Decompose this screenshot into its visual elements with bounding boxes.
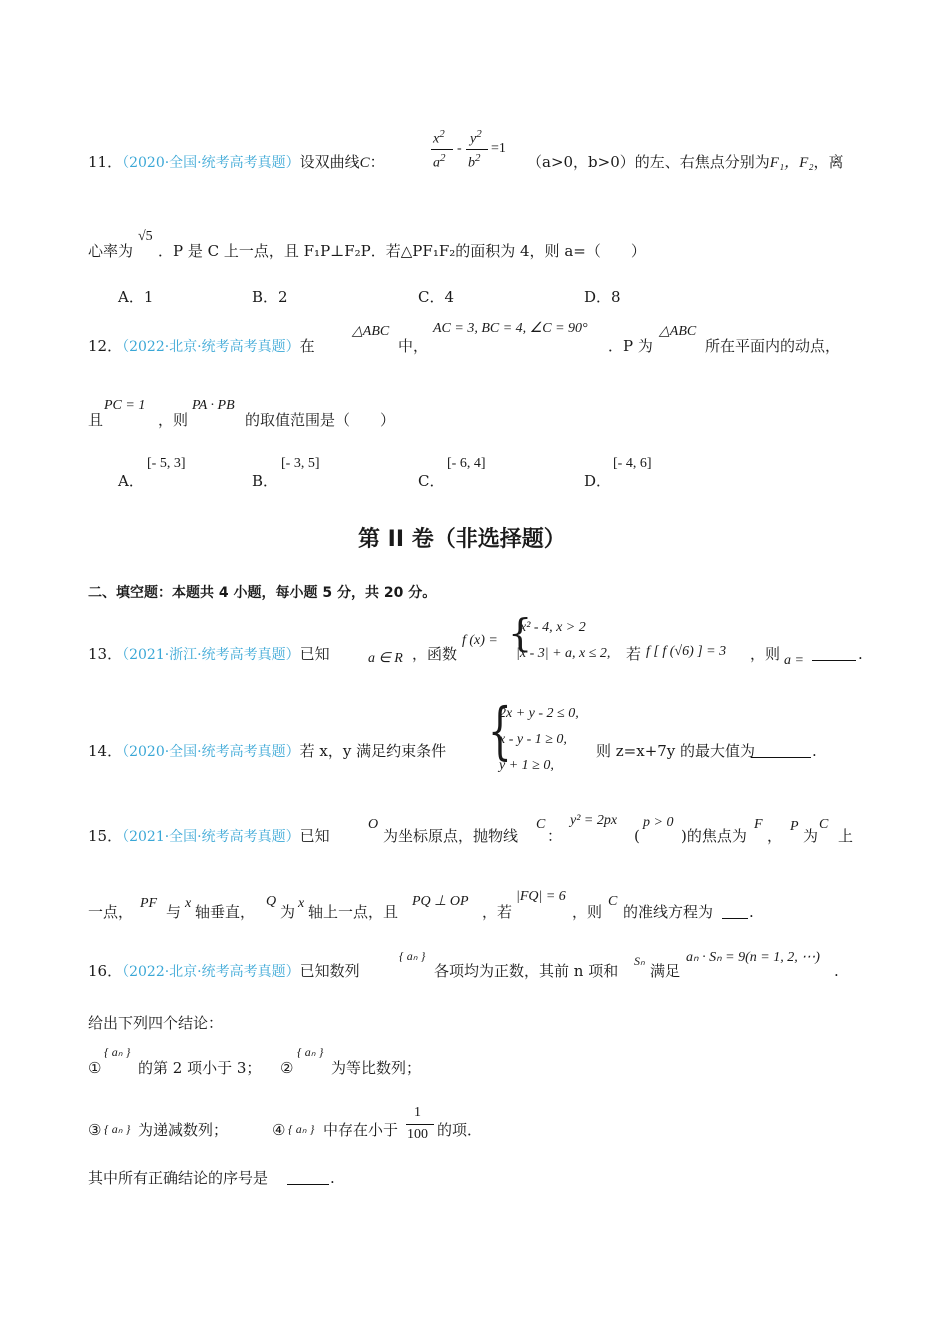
q15-perp: PQ ⊥ OP <box>412 894 469 909</box>
q15-yuandian: 为坐标原点，抛物线 <box>383 827 519 845</box>
q11-condition: （a>0，b>0）的左、右焦点分别为F₁，F₂，离 <box>527 153 844 171</box>
q15-source: （2021·全国·统考高考真题） <box>122 829 300 845</box>
q16-c3-text: 为递减数列； <box>138 1121 229 1139</box>
q15-wei: 为 <box>803 827 819 845</box>
q15-f: F <box>754 817 763 832</box>
q15-c: C <box>536 817 546 832</box>
q12-source: （2022·北京·统考高考真题） <box>122 339 300 355</box>
q14-tail: 则 z=x+7y 的最大值为 <box>596 742 756 760</box>
q16-number: 16． <box>88 962 123 980</box>
q16-c1-mark: ① <box>88 1059 102 1077</box>
q12-qie: 且 <box>88 411 104 429</box>
q13-ze: ，则 <box>750 645 781 663</box>
q16-blank[interactable] <box>287 1170 329 1189</box>
q13-ff: f [ f (√6) ] = 3 <box>646 644 727 659</box>
q11-x2: $x^2$ <box>433 128 445 147</box>
q15-paren-r: )的焦点为 <box>681 827 747 845</box>
q16-t2: 各项均为正数，其前 n 项和 <box>434 962 619 980</box>
q11-option-b[interactable]: B．2 <box>252 288 288 306</box>
q15-x-1: x <box>185 896 192 911</box>
q15-colon: ： <box>547 827 563 845</box>
q15-end: . <box>749 903 754 921</box>
q14-line1: 14．（2020·全国·统考高考真题）若 x，y 满足约束条件 <box>88 742 447 760</box>
q11-a2: $a^2$ <box>433 152 446 171</box>
q15-fq: |FQ| = 6 <box>516 889 566 904</box>
q16-c4-seq: { aₙ } <box>288 1122 315 1136</box>
q12-tail: 所在平面内的动点， <box>705 337 841 355</box>
q15-ruo: ，若 <box>482 903 513 921</box>
q11-option-c[interactable]: C．4 <box>418 288 455 306</box>
q13-end: . <box>858 645 863 663</box>
q16-given: 给出下列四个结论： <box>88 1014 224 1032</box>
q12-triangle-2: △ABC <box>659 324 697 339</box>
q15-q: Q <box>266 894 277 909</box>
q14-constraint-3: y + 1 ≥ 0, <box>499 758 554 773</box>
q16-source: （2022·北京·统考高考真题） <box>122 964 300 980</box>
q11-line1 <box>88 154 385 172</box>
q16-frac-den: 100 <box>407 1127 428 1142</box>
q11-option-d[interactable]: D．8 <box>584 288 621 306</box>
q14-constraint-1: 2x + y - 2 ≤ 0, <box>499 706 579 721</box>
q15-number: 15． <box>88 827 123 845</box>
q11-sqrt5: √5 <box>138 229 153 244</box>
q12-ze: ，则 <box>158 411 189 429</box>
q16-final: 其中所有正确结论的序号是 <box>88 1169 269 1187</box>
q16-end: . <box>834 962 839 980</box>
q11-number: 11． <box>88 153 123 171</box>
q11-frac1-line <box>431 149 453 150</box>
q14-number: 14． <box>88 742 123 760</box>
q12-option-d-value: [- 4, 6] <box>613 456 652 471</box>
q12-pc: PC = 1 <box>104 398 146 413</box>
q14-end: . <box>812 742 817 760</box>
q16-c3-seq: { aₙ } <box>104 1122 131 1136</box>
q12-option-a-value: [- 5, 3] <box>147 456 186 471</box>
q11-source: （2020·全国·统考高考真题） <box>122 155 300 171</box>
q15-paren-l: ( <box>634 827 640 845</box>
q16-eq: aₙ · Sₙ = 9(n = 1, 2, ⋯) <box>686 950 820 965</box>
q15-comma: ， <box>767 827 783 845</box>
q16-c3-mark: ③ <box>88 1121 102 1139</box>
q11-foci: F₁，F₂ <box>769 155 814 171</box>
q11-curve-c: C <box>359 155 370 171</box>
q11-option-a[interactable]: A．1 <box>118 288 154 306</box>
q12-number: 12． <box>88 337 123 355</box>
q15-x-2: x <box>298 896 305 911</box>
q16-c1-text: 的第 2 项小于 3； <box>138 1059 262 1077</box>
q15-shang: 上 <box>838 827 854 845</box>
q13-case-2: |x - 3| + a, x ≤ 2, <box>516 646 611 661</box>
q16-frac-line <box>406 1124 434 1125</box>
q14-source: （2020·全国·统考高考真题） <box>122 744 300 760</box>
q13-line1: 13．（2021·浙江·统考高考真题）已知 <box>88 645 330 663</box>
q15-yu: 与 <box>166 903 182 921</box>
q12-option-b[interactable]: B． <box>252 472 279 490</box>
q15-o: O <box>368 817 379 832</box>
q16-final-end: . <box>330 1169 335 1187</box>
q12-line1: 12．（2022·北京·统考高考真题）在 <box>88 337 315 355</box>
q13-blank[interactable] <box>812 646 856 665</box>
q12-pa-pb: PA · PB <box>192 398 235 413</box>
q15-l2-a: 一点， <box>88 903 134 921</box>
q11-text-1: 设双曲线 <box>299 153 360 171</box>
q13-case-1: x² - 4, x > 2 <box>520 620 586 635</box>
q16-seq: { aₙ } <box>399 949 426 963</box>
q12-option-c-value: [- 6, 4] <box>447 456 486 471</box>
q16-frac-num: 1 <box>414 1105 421 1120</box>
q15-ze: ，则 <box>572 903 603 921</box>
q13-a-in-r: a ∈ R <box>368 651 403 666</box>
q14-brace: { <box>488 694 512 767</box>
q13-number: 13． <box>88 645 123 663</box>
q15-blank[interactable] <box>722 904 748 923</box>
q16-c4-tail: 的项． <box>437 1121 483 1139</box>
q12-option-c[interactable]: C． <box>418 472 445 490</box>
q15-line1: 15．（2021·全国·统考高考真题）已知 <box>88 827 330 845</box>
q15-wei-x: 为 <box>280 903 296 921</box>
q11-frac2-line <box>466 149 488 150</box>
q12-option-a[interactable]: A． <box>118 472 144 490</box>
q12-triangle-1: △ABC <box>352 324 390 339</box>
q12-option-d[interactable]: D． <box>584 472 612 490</box>
q16-c1-seq: { aₙ } <box>104 1045 131 1059</box>
q13-brace: { <box>508 611 533 655</box>
q16-t3: 满足 <box>650 962 681 980</box>
q15-c3: C <box>608 894 618 909</box>
section-title: 第 II 卷（非选择题） <box>358 527 566 552</box>
q16-c2-mark: ② <box>280 1059 294 1077</box>
q11-eq1: =1 <box>491 141 506 156</box>
q12-range-text: 的取值范围是（ ） <box>245 411 396 429</box>
q11-line2-b: ．P 是 C 上一点，且 F₁P⊥F₂P．若△PF₁F₂的面积为 4，则 a=（ ） <box>158 242 646 260</box>
q16-c2-text: 为等比数列； <box>331 1059 422 1077</box>
q12-option-b-value: [- 3, 5] <box>281 456 320 471</box>
section-subtitle: 二、填空题：本题共 4 小题，每小题 5 分，共 20 分。 <box>88 585 437 601</box>
q11-y2: $y^2$ <box>470 128 482 147</box>
q15-tail: 的准线方程为 <box>623 903 714 921</box>
q15-chuizhi: 轴垂直， <box>195 903 256 921</box>
q13-a-eq: a = <box>784 653 804 668</box>
q12-p-wei: ．P 为 <box>608 337 653 355</box>
q13-ruo: 若 <box>626 645 642 663</box>
q14-constraint-2: x - y - 1 ≥ 0, <box>499 732 567 747</box>
q13-source: （2021·浙江·统考高考真题） <box>122 647 300 663</box>
q15-p: P <box>790 819 799 834</box>
q13-hanshu: ，函数 <box>412 645 458 663</box>
q15-pf: PF <box>140 896 158 911</box>
q12-condition: AC = 3, BC = 4, ∠C = 90° <box>433 321 588 336</box>
q13-fx: f (x) = <box>462 633 498 648</box>
q11-line2-a: 心率为 <box>88 242 134 260</box>
q15-p-cond: p > 0 <box>643 815 674 830</box>
q14-blank[interactable] <box>751 743 811 762</box>
q11-colon: ： <box>369 153 385 171</box>
q16-c4-mark: ④ <box>272 1121 286 1139</box>
q11-minus: - <box>457 141 462 156</box>
q16-line1: 16．（2022·北京·统考高考真题）已知数列 <box>88 962 360 980</box>
q16-c4-text: 中存在小于 <box>323 1121 399 1139</box>
q11-b2: $b^2$ <box>468 152 481 171</box>
q15-c2: C <box>819 817 829 832</box>
q12-zhong: 中， <box>398 337 429 355</box>
q15-zhoushang: 轴上一点，且 <box>308 903 399 921</box>
q16-c2-seq: { aₙ } <box>297 1045 324 1059</box>
q15-parabola-eq: y² = 2px <box>570 813 618 828</box>
q16-sn: Sₙ <box>634 954 645 968</box>
